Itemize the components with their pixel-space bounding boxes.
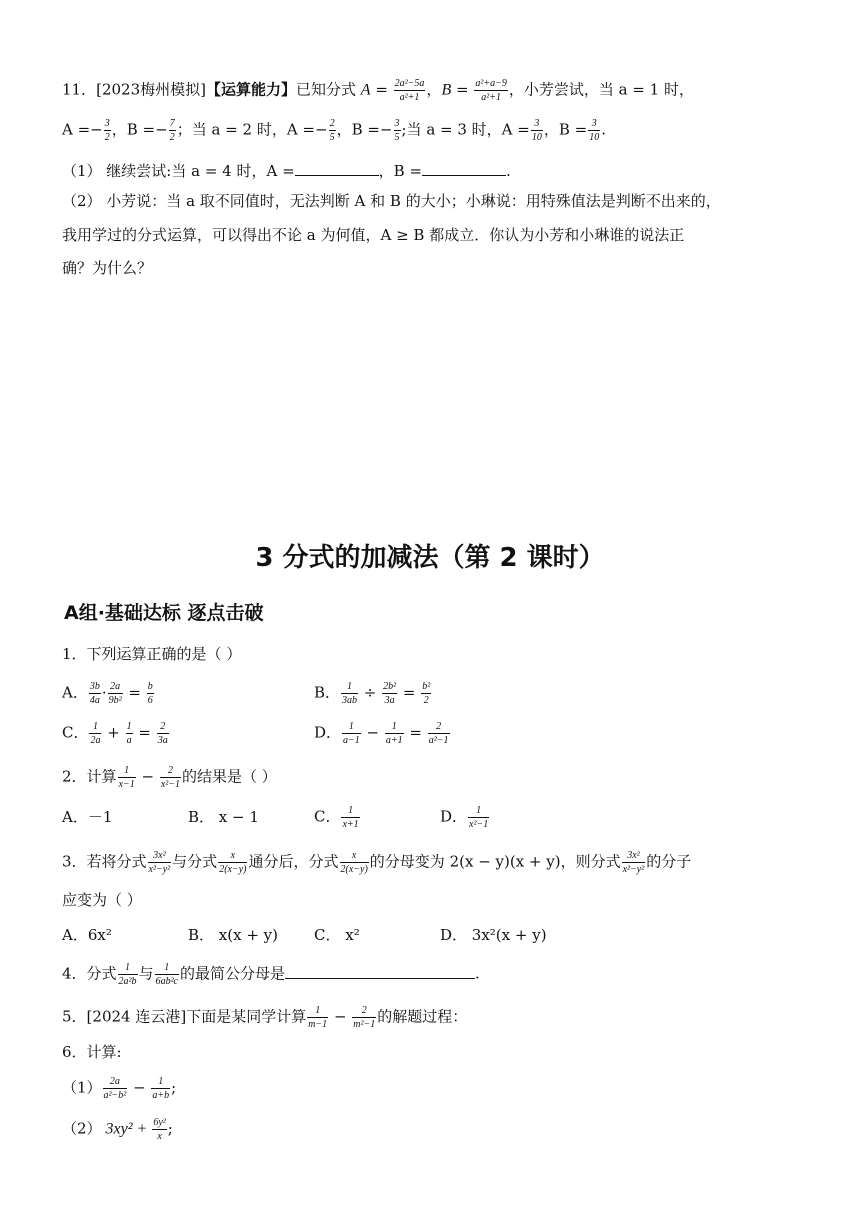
q2-option-B[interactable]: B． x − 1 — [188, 808, 259, 826]
q6-part2 — [62, 1117, 173, 1142]
q11-tag: 【运算能力】 — [205, 80, 296, 99]
frac-den: 6ab²c — [155, 976, 178, 987]
fraction — [341, 681, 358, 706]
q3-option-C[interactable]: C． x² — [314, 926, 360, 944]
text: ; — [171, 1078, 177, 1097]
frac-num: 6y² — [153, 1117, 166, 1128]
frac-num: 7 — [169, 118, 175, 129]
q1-option-A[interactable] — [62, 681, 155, 706]
fraction — [394, 118, 401, 143]
fraction — [169, 118, 176, 143]
part-label: （1） — [62, 1078, 102, 1097]
fraction — [152, 1117, 166, 1142]
fraction — [352, 1005, 376, 1030]
fraction — [89, 681, 101, 706]
fraction — [108, 681, 123, 706]
frac-den: a²−1 — [428, 735, 449, 746]
eq-sign: = — [123, 683, 146, 702]
text: 的解题过程： — [377, 1007, 468, 1026]
frac-num: 1 — [118, 765, 136, 778]
fraction — [307, 1005, 328, 1030]
var-A: A — [360, 81, 371, 99]
fraction — [588, 118, 600, 143]
frac-num: 1 — [151, 1076, 170, 1089]
fraction — [160, 765, 181, 790]
frac-den: 6 — [147, 695, 153, 706]
text: 与 — [138, 964, 154, 983]
frac-num: 2 — [160, 765, 181, 778]
fraction — [421, 681, 431, 706]
q3-option-D[interactable]: D． 3x²(x + y) — [440, 926, 547, 944]
frac-den: 2a — [90, 735, 101, 746]
fraction — [126, 721, 133, 746]
frac-den: a−1 — [343, 735, 360, 746]
operator: − — [128, 1078, 151, 1097]
part-label: （2） — [62, 1119, 102, 1138]
frac-num: 3 — [531, 118, 543, 131]
fraction — [622, 850, 646, 875]
frac-den: 2 — [423, 695, 429, 706]
frac-num: x — [218, 850, 247, 863]
frac-den: 10 — [531, 132, 542, 143]
fraction — [104, 118, 111, 143]
frac-den: x−1 — [118, 779, 135, 790]
frac-num: 3x² — [622, 850, 646, 863]
text: . — [601, 120, 607, 139]
frac-den: m−1 — [308, 1019, 328, 1030]
frac-num: 1 — [118, 962, 138, 975]
fraction — [147, 681, 154, 706]
q1-option-C[interactable] — [62, 721, 170, 746]
text: （1） 继续尝试:当 a = 4 时，A = — [62, 162, 295, 180]
frac-den: 3a — [384, 695, 395, 706]
frac-num: b — [147, 681, 153, 692]
text: . — [475, 964, 480, 983]
q11-number: 11．[2023梅州模拟] — [62, 80, 206, 99]
frac-den: 4a — [89, 695, 100, 706]
text: 5．[2024 连云港]下面是某同学计算 — [62, 1007, 307, 1026]
fraction — [468, 805, 489, 830]
section-title-wrap — [0, 545, 860, 571]
fraction — [118, 765, 136, 790]
fraction — [342, 721, 361, 746]
frac-den: x²−1 — [160, 779, 181, 790]
frac-den: 5 — [329, 132, 335, 143]
q11-sub2-line3: 确？为什么？ — [62, 259, 153, 277]
frac-den: a+1 — [385, 735, 403, 746]
frac-den: 2a²b — [118, 976, 137, 987]
frac-num: 1 — [155, 962, 179, 975]
fraction — [329, 118, 336, 143]
frac-den: 3a — [157, 735, 168, 746]
frac-num: 1 — [342, 721, 361, 734]
frac-den: a²−b² — [103, 1090, 127, 1101]
eq-sign: = — [133, 723, 156, 742]
fraction — [428, 721, 450, 746]
fraction — [385, 721, 404, 746]
q2-option-A[interactable]: A．－1 — [62, 808, 113, 826]
frac-den: 2(x−y) — [219, 864, 247, 875]
text: ，B = — [543, 120, 588, 139]
frac-den: x — [157, 1131, 162, 1142]
answer-blank[interactable] — [285, 964, 475, 979]
text: ;当 a = 3 时，A = — [401, 120, 530, 139]
q3-line2: 应变为（ ） — [62, 891, 142, 909]
q4-line — [62, 962, 480, 987]
q11-tail: ，小芳尝试，当 a = 1 时， — [508, 80, 694, 99]
answer-blank-A[interactable] — [295, 161, 379, 176]
frac-den: a+b — [152, 1090, 170, 1101]
text: A =− — [62, 120, 103, 139]
text: . — [506, 162, 511, 180]
frac-num: 1 — [385, 721, 404, 734]
q11-sub2-line1: （2） 小芳说：当 a 取不同值时，无法判断 A 和 B 的大小；小琳说：用特殊值法是判断不出来的， — [62, 192, 721, 210]
text: 的最简公分母是 — [180, 964, 286, 983]
frac-den: x²−y² — [622, 864, 645, 875]
frac-den: x²−1 — [469, 819, 489, 830]
q1-stem: 1．下列运算正确的是（ ） — [62, 645, 242, 663]
q6-stem: 6．计算: — [62, 1043, 122, 1061]
eq-sign: = — [398, 683, 421, 702]
option-label: C． — [62, 723, 89, 742]
text: 的分子 — [646, 852, 692, 871]
frac-num: 2 — [352, 1005, 376, 1018]
fraction — [103, 1076, 128, 1101]
frac-den: 3ab — [342, 695, 358, 706]
option-label: D． — [440, 807, 468, 826]
text: 的分母变为 2(x − y)(x + y)，则分式 — [369, 852, 621, 871]
frac-num: 2 — [157, 721, 169, 734]
frac-den: a²+1 — [481, 92, 501, 103]
eq-sign: = — [404, 723, 427, 742]
group-title-wrap — [64, 604, 264, 623]
frac-num: 2 — [329, 118, 335, 129]
option-label: C． — [314, 807, 341, 826]
text: ；当 a = 2 时，A =− — [176, 120, 328, 139]
operator: − — [329, 1007, 352, 1026]
frac-num: 3b — [89, 681, 100, 692]
frac-num: 1 — [341, 805, 359, 818]
operator: − — [361, 723, 384, 742]
frac-num: 3 — [104, 118, 110, 129]
text: ; — [167, 1119, 173, 1138]
fraction — [118, 962, 138, 987]
frac-den: a — [126, 735, 132, 746]
frac-num: 1 — [307, 1005, 328, 1018]
frac-den: 5 — [394, 132, 400, 143]
frac-den: 2(x−y) — [340, 864, 368, 875]
text: 的结果是（ ） — [182, 767, 277, 786]
text: ，B =− — [111, 120, 168, 139]
frac-num: 2a — [103, 1076, 128, 1089]
operator: + — [102, 723, 125, 742]
fraction — [157, 721, 169, 746]
q1-option-D[interactable] — [314, 721, 451, 746]
q1-option-B[interactable] — [314, 681, 432, 706]
frac-den: 9b² — [108, 695, 122, 706]
fraction — [151, 1076, 170, 1101]
fraction-A — [394, 78, 426, 103]
var-B: B — [441, 81, 452, 99]
q2-stem — [62, 765, 277, 790]
section-title: 3 分式的加减法（第 2 课时） — [255, 543, 605, 573]
fraction-B — [474, 78, 508, 103]
frac-num: 1 — [468, 805, 489, 818]
frac-den: x+1 — [342, 819, 359, 830]
frac-num: 3 — [588, 118, 600, 131]
q11-sub2-line2: 我用学过的分式运算，可以得出不论 a 为何值，A ≥ B 都成立．你认为小芳和小琳谁的说法正 — [62, 226, 685, 244]
frac-den: 2 — [104, 132, 110, 143]
fraction — [218, 850, 247, 875]
operator: · — [101, 683, 107, 702]
fraction — [155, 962, 179, 987]
frac-den: x²−y² — [148, 864, 171, 875]
text: ，B =− — [336, 120, 393, 139]
frac-den: a²+1 — [399, 92, 420, 103]
fraction — [531, 118, 543, 143]
q5-line — [62, 1005, 467, 1030]
option-label: D． — [314, 723, 342, 742]
q6-part1 — [62, 1076, 176, 1101]
option-label: A． — [62, 683, 88, 702]
text: 通分后，分式 — [248, 852, 339, 871]
q3-line1 — [62, 850, 691, 875]
eq-sign: = — [451, 80, 474, 99]
frac-num: 1 — [89, 721, 101, 734]
frac-den: 2 — [169, 132, 175, 143]
fraction — [340, 850, 369, 875]
frac-num: 1 — [126, 721, 132, 732]
fraction — [148, 850, 172, 875]
operator: ÷ — [359, 683, 382, 702]
frac-num: a²+a−9 — [475, 78, 507, 89]
frac-num: 3 — [394, 118, 400, 129]
frac-num: 2a — [108, 681, 123, 694]
text: 与分式 — [172, 852, 218, 871]
text: 3．若将分式 — [62, 852, 147, 871]
q3-option-B[interactable]: B． x(x + y) — [188, 926, 278, 944]
q2-option-D[interactable] — [440, 805, 490, 830]
fraction — [89, 721, 101, 746]
eq-sign: = — [370, 80, 393, 99]
q2-option-C[interactable] — [314, 805, 361, 830]
q11-line2 — [62, 118, 606, 143]
text: ，B = — [378, 162, 423, 180]
operator: − — [136, 767, 159, 786]
q3-option-A[interactable]: A．6x² — [62, 926, 112, 944]
text: 2．计算 — [62, 767, 117, 786]
answer-blank-B[interactable] — [422, 161, 506, 176]
frac-num: 3x² — [148, 850, 172, 863]
text: 4．分式 — [62, 964, 117, 983]
fraction — [341, 805, 359, 830]
option-label: B． — [314, 683, 341, 702]
frac-num: b² — [422, 681, 431, 692]
frac-den: m²−1 — [353, 1019, 376, 1030]
frac-num: 2b² — [383, 681, 397, 692]
expression: 3xy² + — [101, 1120, 152, 1138]
q11-line1: 11．[2023梅州模拟]【运算能力】已知分式 A = $\frac{\text{2a²−5a}}{\text{a²+1}}$ ，B = $\frac{\text{a²+a−9}}{\text{a²+1}}$ ，小芳尝试，当 a = 1 时， — [62, 78, 694, 103]
group-title: A组·基础达标 逐点击破 — [64, 602, 264, 624]
q11-text: 已知分式 — [295, 80, 356, 99]
frac-num: x — [340, 850, 369, 863]
q11-sub1 — [62, 161, 511, 179]
frac-num: 2a²−5a — [394, 78, 425, 89]
frac-num: 2 — [428, 721, 450, 734]
frac-num: 1 — [341, 681, 358, 694]
fraction — [382, 681, 397, 706]
frac-den: 10 — [589, 132, 600, 143]
